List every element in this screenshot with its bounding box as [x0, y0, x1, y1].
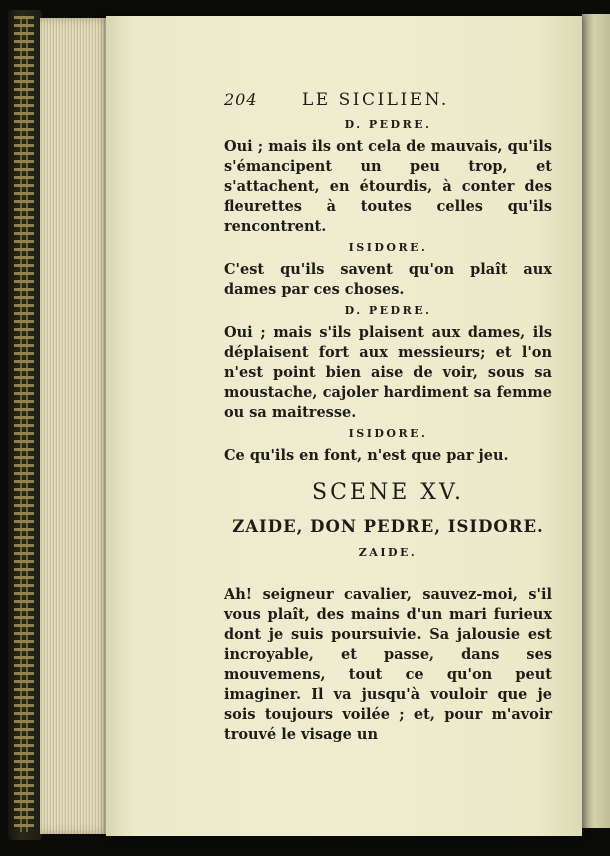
speaker-label: D. PEDRE. [344, 118, 432, 131]
page-edges [40, 18, 116, 834]
gilt-spine-decoration [14, 16, 34, 832]
running-title: LE SICILIEN. [302, 90, 449, 110]
scene-heading: SCENE XV. [312, 480, 464, 505]
facing-page-edge [582, 14, 610, 828]
speech-text: Ah! seigneur cavalier, sauvez-moi, s'il vous plaît, des mains d'un mari furieux dont je suis poursuivie. Sa jalousie est incroyable, et passe, dans ses mouvemens, tout ce qu'on peut imaginer. Il va jusqu'à vouloir que je sois toujours voilée ; et, pour m'avoir trouvé le visage un [224, 586, 552, 743]
speaker-label: D. PEDRE. [344, 304, 432, 317]
running-head [224, 90, 552, 114]
speaker-label: ISIDORE. [348, 427, 428, 440]
speech-text: Oui ; mais s'ils plaisent aux dames, ils déplaisent fort aux messieurs; et l'on n'est point bien aise de voir, sous sa moustache, cajoler hardiment sa femme ou sa maitresse. [224, 324, 552, 421]
speech-text: Ce qu'ils en font, n'est que par jeu. [224, 447, 509, 464]
speaker-label: ZAIDE. [358, 546, 418, 559]
speech-text: C'est qu'ils savent qu'on plaît aux dames par ces choses. [224, 261, 552, 298]
scene-cast: ZAIDE, DON PEDRE, ISIDORE. [232, 517, 544, 536]
speech-text: Oui ; mais ils ont cela de mauvais, qu'ils s'émancipent un peu trop, et s'attachent, en étourdis, à conter des fleurettes à toutes celles qu'ils rencontrent. [224, 138, 552, 235]
speaker-label: ISIDORE. [348, 241, 428, 254]
page-text [224, 90, 552, 749]
page-number: 204 [224, 90, 258, 109]
